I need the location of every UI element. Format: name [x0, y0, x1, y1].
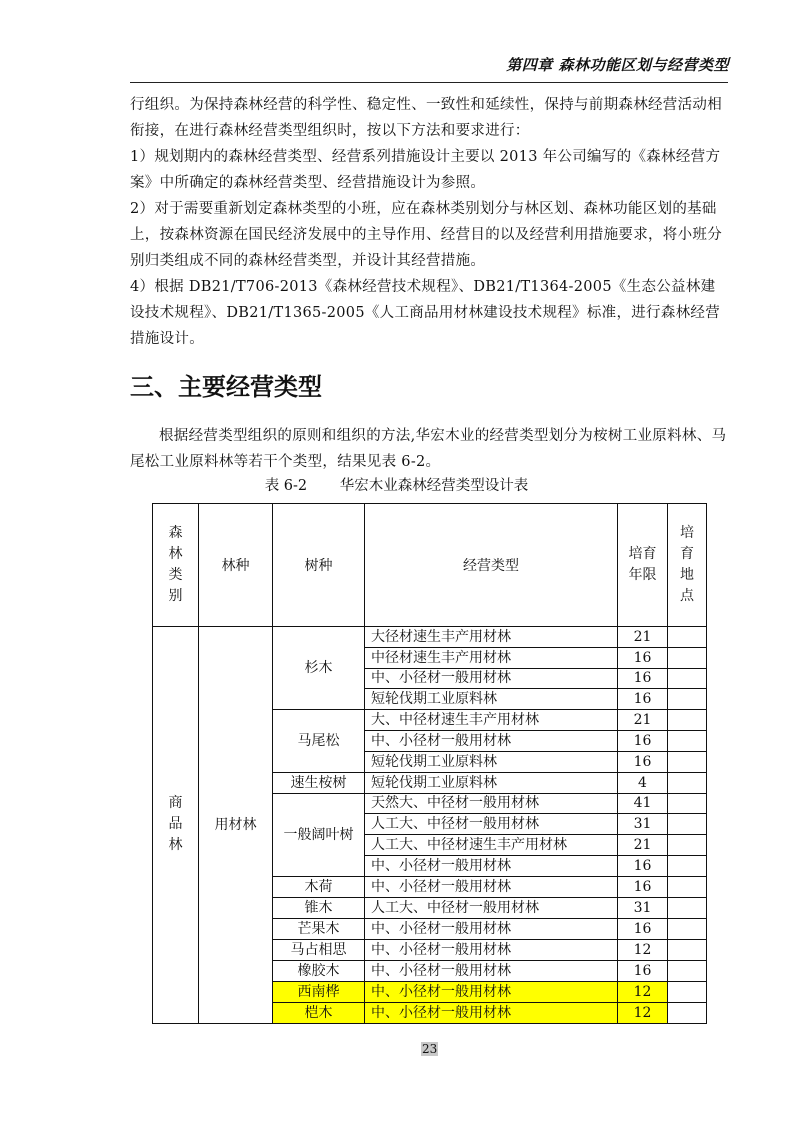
cultivation-site-cell	[668, 981, 707, 1002]
header-tree-species: 树种	[273, 504, 365, 627]
table-title: 华宏木业森林经营类型设计表	[339, 478, 529, 494]
paragraph: 1）规划期内的森林经营类型、经营系列措施设计主要以 2013 年公司编写的《森林经营方案》中所确定的森林经营类型、经营措施设计为参照。	[130, 149, 721, 191]
cultivation-years-cell: 12	[618, 939, 668, 960]
cultivation-years-cell: 16	[618, 647, 668, 668]
cultivation-years-cell: 21	[618, 627, 668, 648]
cultivation-site-cell	[668, 876, 707, 897]
management-type-cell: 天然大、中径材一般用材林	[365, 793, 618, 814]
management-type-cell: 中、小径材一般用材林	[365, 918, 618, 939]
cultivation-site-cell	[668, 918, 707, 939]
tree-species-cell: 一般阔叶树	[273, 793, 365, 876]
management-type-cell: 中、小径材一般用材林	[365, 730, 618, 751]
paragraph: 2）对于需要重新划定森林类型的小班，应在森林类别划分与林区划、森林功能区划的基础上，按森林资源在国民经济发展中的主导作用、经营目的以及经营利用措施要求，将小班分别归类组成不同的森林经营类型，并设计其经营措施。	[130, 201, 722, 269]
management-type-cell: 短轮伐期工业原料林	[365, 751, 618, 772]
management-type-cell: 中、小径材一般用材林	[365, 960, 618, 981]
body-text-top	[130, 92, 730, 352]
paragraph: 行组织。为保持森林经营的科学性、稳定性、一致性和延续性，保持与前期森林经营活动相衔接，在进行森林经营类型组织时，按以下方法和要求进行：	[130, 97, 722, 139]
cultivation-years-cell: 16	[618, 689, 668, 710]
cultivation-site-cell	[668, 751, 707, 772]
cultivation-years-cell: 31	[618, 897, 668, 918]
management-type-cell: 人工大、中径材一般用材林	[365, 814, 618, 835]
page-number: 23	[422, 1042, 438, 1056]
cultivation-site-cell	[668, 793, 707, 814]
cultivation-years-cell: 16	[618, 730, 668, 751]
cultivation-site-cell	[668, 960, 707, 981]
forest-type-cell: 用材林	[199, 627, 273, 1024]
tree-species-cell: 杉木	[273, 627, 365, 710]
tree-species-cell: 锥木	[273, 897, 365, 918]
cultivation-years-cell: 16	[618, 855, 668, 876]
management-type-cell: 短轮伐期工业原料林	[365, 689, 618, 710]
cultivation-site-cell	[668, 855, 707, 876]
tree-species-cell: 芒果木	[273, 918, 365, 939]
cultivation-site-cell	[668, 1002, 707, 1023]
tree-species-cell: 马占相思	[273, 939, 365, 960]
cultivation-years-cell: 12	[618, 1002, 668, 1023]
header-cultivation-years: 培育年限	[618, 504, 668, 627]
chapter-header: 第四章 森林功能区划与经营类型	[506, 56, 729, 74]
header-divider	[130, 82, 728, 83]
table-caption	[0, 474, 793, 495]
cultivation-site-cell	[668, 627, 707, 648]
management-type-cell: 中、小径材一般用材林	[365, 855, 618, 876]
forest-category-cell: 商品林	[153, 627, 199, 1024]
tree-species-cell: 木荷	[273, 876, 365, 897]
tree-species-cell: 桤木	[273, 1002, 365, 1023]
cultivation-years-cell: 16	[618, 960, 668, 981]
cultivation-years-cell: 16	[618, 668, 668, 689]
management-type-cell: 中、小径材一般用材林	[365, 668, 618, 689]
management-type-cell: 大、中径材速生丰产用材林	[365, 710, 618, 731]
section-heading: 三、主要经营类型	[130, 373, 322, 401]
cultivation-years-cell: 16	[618, 876, 668, 897]
header-forest-type: 林种	[199, 504, 273, 627]
header-cultivation-site: 培育地点	[668, 504, 707, 627]
management-type-cell: 人工大、中径材速生丰产用材林	[365, 835, 618, 856]
cultivation-site-cell	[668, 668, 707, 689]
management-type-cell: 中、小径材一般用材林	[365, 1002, 618, 1023]
header-forest-category: 森林类别	[153, 504, 199, 627]
cultivation-years-cell: 31	[618, 814, 668, 835]
cultivation-site-cell	[668, 689, 707, 710]
cultivation-years-cell: 4	[618, 772, 668, 793]
tree-species-cell: 西南桦	[273, 981, 365, 1002]
table-header-row	[153, 504, 707, 627]
management-type-cell: 短轮伐期工业原料林	[365, 772, 618, 793]
cultivation-site-cell	[668, 939, 707, 960]
cultivation-site-cell	[668, 710, 707, 731]
table-row	[153, 627, 707, 648]
tree-species-cell: 马尾松	[273, 710, 365, 772]
management-type-cell: 中、小径材一般用材林	[365, 939, 618, 960]
management-type-cell: 人工大、中径材一般用材林	[365, 897, 618, 918]
cultivation-site-cell	[668, 730, 707, 751]
paragraph: 4）根据 DB21/T706-2013《森林经营技术规程》、DB21/T1364-2005《生态公益林建设技术规程》、DB21/T1365-2005《人工商品用材林建设技术规程》标准，进行森林经营措施设计。	[130, 279, 721, 347]
cultivation-site-cell	[668, 897, 707, 918]
paragraph: 根据经营类型组织的原则和组织的方法,华宏木业的经营类型划分为桉树工业原料林、马尾松工业原料林等若干个类型，结果见表 6-2。	[130, 428, 727, 470]
cultivation-years-cell: 16	[618, 751, 668, 772]
cultivation-site-cell	[668, 835, 707, 856]
cultivation-years-cell: 12	[618, 981, 668, 1002]
cultivation-site-cell	[668, 814, 707, 835]
management-type-table	[152, 503, 707, 1024]
table-number: 表 6-2	[264, 478, 308, 494]
tree-species-cell: 橡胶木	[273, 960, 365, 981]
cultivation-site-cell	[668, 772, 707, 793]
management-type-cell: 大径材速生丰产用材林	[365, 627, 618, 648]
management-type-cell: 中径材速生丰产用材林	[365, 647, 618, 668]
management-type-cell: 中、小径材一般用材林	[365, 981, 618, 1002]
intro-text	[130, 423, 730, 475]
header-management-type: 经营类型	[365, 504, 618, 627]
cultivation-years-cell: 21	[618, 710, 668, 731]
cultivation-years-cell: 16	[618, 918, 668, 939]
cultivation-years-cell: 21	[618, 835, 668, 856]
tree-species-cell: 速生桉树	[273, 772, 365, 793]
management-type-cell: 中、小径材一般用材林	[365, 876, 618, 897]
cultivation-years-cell: 41	[618, 793, 668, 814]
cultivation-site-cell	[668, 647, 707, 668]
